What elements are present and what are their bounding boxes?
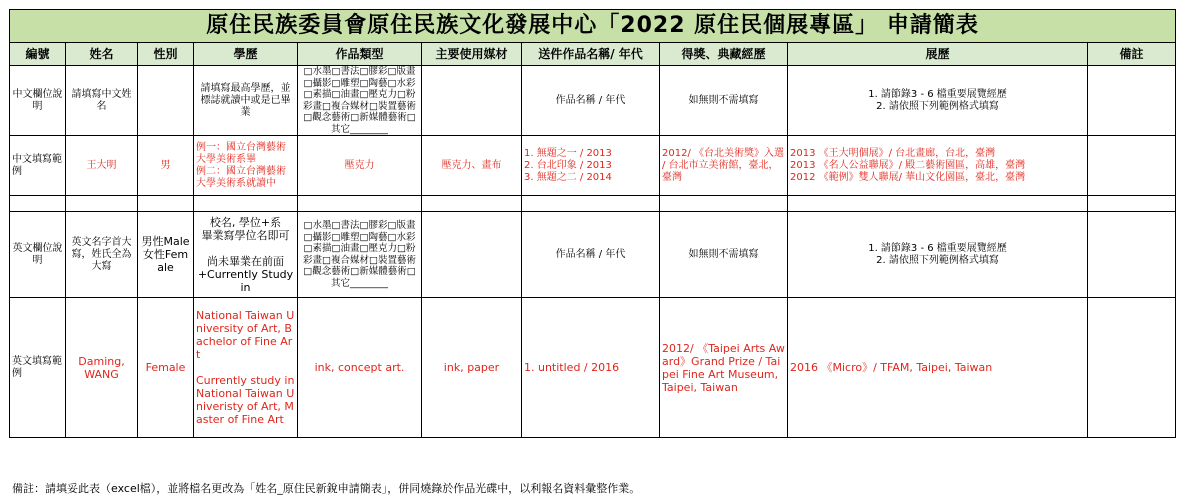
cell-education[interactable]: 請填寫最高學歷，並標誌就讀中或是已畢業 (194, 66, 298, 136)
exhibition-note-line: 2. 請依照下列範例格式填寫 (876, 100, 999, 112)
exhibition-line: 2013 《王大明個展》/ 台北畫廊，台北，臺灣 (790, 147, 996, 159)
education-line: Currently study in National Taiwan Univeristy of Art, Master of Fine Art (196, 374, 295, 426)
cell-media[interactable] (422, 66, 522, 136)
exhibition-note-line: 1. 請節錄3 - 6 檔重要展覽經歷 (868, 242, 1007, 254)
name-line: WANG (84, 367, 119, 381)
cell-name[interactable] (66, 298, 138, 438)
header-work-types: 作品類型 (298, 43, 422, 66)
education-line: 畢業寫學位名即可 (201, 228, 290, 242)
cell-gender[interactable]: 男 (138, 136, 194, 196)
header-id: 編號 (10, 43, 66, 66)
exhibition-line: 2013 《名人公益聯展》/ 殿二藝術園區，高雄，臺灣 (790, 159, 1026, 171)
cell-exhibitions[interactable]: 2016 《Micro》/ TFAM, Taipei, Taiwan (788, 298, 1088, 438)
blank-cell[interactable] (138, 196, 194, 212)
cell-gender[interactable] (138, 66, 194, 136)
cell-remarks[interactable] (1088, 136, 1176, 196)
cell-remarks[interactable] (1088, 212, 1176, 298)
exhibition-note-line: 1. 請節錄3 - 6 檔重要展覽經歷 (868, 88, 1007, 100)
blank-cell[interactable] (298, 196, 422, 212)
education-spacer (196, 242, 295, 255)
header-works: 送件作品名稱/ 年代 (522, 43, 660, 66)
gender-line: 女性Female (142, 248, 189, 274)
cell-education[interactable] (194, 298, 298, 438)
header-awards: 得獎、典藏經歷 (660, 43, 788, 66)
cell-gender[interactable] (138, 212, 194, 298)
cell-work-types[interactable]: 壓克力 (298, 136, 422, 196)
cell-education[interactable] (194, 212, 298, 298)
application-table (9, 9, 1176, 438)
education-line: +Currently Study in (197, 267, 294, 294)
exhibition-note-line: 2. 請依照下列範例格式填寫 (876, 254, 999, 266)
row-en-example (10, 298, 1176, 438)
cell-works[interactable] (522, 136, 660, 196)
header-remarks: 備註 (1088, 43, 1176, 66)
cell-work-types[interactable]: □水墨□書法□膠彩□版畫□攝影□雕塑□陶藝□水彩□素描□油畫□壓克力□粉彩畫□複合媒材□裝置藝術□觀念藝術□新媒體藝術□其它________ (298, 212, 422, 298)
name-line: Daming, (78, 354, 125, 368)
cell-exhibitions[interactable] (788, 212, 1088, 298)
cell-awards[interactable]: 2012/ 《Taipei Arts Award》Grand Prize / Taipei Fine Art Museum, Taipei, Taiwan (660, 298, 788, 438)
cell-id[interactable]: 中文欄位說明 (10, 66, 66, 136)
education-line: 校名, 學位+系 (209, 215, 282, 229)
blank-cell[interactable] (660, 196, 788, 212)
work-line: 2. 台北印象 / 2013 (524, 159, 612, 171)
cell-id[interactable]: 中文填寫範例 (10, 136, 66, 196)
cell-works[interactable]: 1. untitled / 2016 (522, 298, 660, 438)
form-title: 原住民族委員會原住民族文化發展中心「2022 原住民個展專區」 申請簡表 (10, 10, 1176, 43)
gender-line: 男性Male (141, 235, 190, 248)
education-line: 尚未畢業在前面 (207, 254, 284, 268)
work-line: 1. 無題之一 / 2013 (524, 147, 612, 159)
footer-note: 備註：請填妥此表（excel檔），並將檔名更改為「姓名_原住民新銳申請簡表」，併同燒錄於作品光碟中，以利報名資料彙整作業。 (12, 482, 641, 495)
cell-media[interactable]: 壓克力、畫布 (422, 136, 522, 196)
cell-gender[interactable]: Female (138, 298, 194, 438)
education-line: 例二：國立台灣藝術大學美術系就讀中 (196, 165, 286, 189)
blank-cell[interactable] (422, 196, 522, 212)
cell-exhibitions[interactable] (788, 136, 1088, 196)
education-spacer (196, 361, 295, 374)
blank-cell[interactable] (194, 196, 298, 212)
cell-work-types[interactable]: □水墨□書法□膠彩□版畫□攝影□雕塑□陶藝□水彩□素描□油畫□壓克力□粉彩畫□複合媒材□裝置藝術□觀念藝術□新媒體藝術□其它________ (298, 66, 422, 136)
header-exhibitions: 展歷 (788, 43, 1088, 66)
blank-cell[interactable] (1088, 196, 1176, 212)
cell-works[interactable]: 作品名稱 / 年代 (522, 66, 660, 136)
cell-awards[interactable]: 如無則不需填寫 (660, 66, 788, 136)
row-en-note (10, 212, 1176, 298)
row-zh-example (10, 136, 1176, 196)
cell-remarks[interactable] (1088, 298, 1176, 438)
cell-remarks[interactable] (1088, 66, 1176, 136)
cell-name[interactable]: 王大明 (66, 136, 138, 196)
header-education: 學歷 (194, 43, 298, 66)
cell-works[interactable]: 作品名稱 / 年代 (522, 212, 660, 298)
row-blank (10, 196, 1176, 212)
blank-cell[interactable] (10, 196, 66, 212)
blank-cell[interactable] (788, 196, 1088, 212)
header-name: 姓名 (66, 43, 138, 66)
cell-awards[interactable]: 如無則不需填寫 (660, 212, 788, 298)
blank-cell[interactable] (522, 196, 660, 212)
cell-work-types[interactable]: ink, concept art. (298, 298, 422, 438)
row-zh-note (10, 66, 1176, 136)
cell-id[interactable]: 英文填寫範例 (10, 298, 66, 438)
cell-education[interactable] (194, 136, 298, 196)
blank-cell[interactable] (66, 196, 138, 212)
cell-id[interactable]: 英文欄位說明 (10, 212, 66, 298)
work-line: 3. 無題之二 / 2014 (524, 171, 612, 183)
cell-media[interactable] (422, 212, 522, 298)
cell-media[interactable]: ink, paper (422, 298, 522, 438)
cell-name[interactable]: 英文名字首大寫，姓氏全為大寫 (66, 212, 138, 298)
header-media: 主要使用媒材 (422, 43, 522, 66)
cell-awards[interactable]: 2012/ 《台北美術獎》入選 / 台北市立美術館，臺北，臺灣 (660, 136, 788, 196)
header-row (10, 43, 1176, 66)
education-line: 例一：國立台灣藝術大學美術系畢 (196, 141, 286, 165)
cell-name[interactable]: 請填寫中文姓名 (66, 66, 138, 136)
application-form-sheet (9, 9, 1175, 438)
education-line: National Taiwan University of Art, Bachelor of Fine Art (196, 309, 295, 361)
exhibition-line: 2012 《範例》雙人聯展/ 華山文化園區，臺北，臺灣 (790, 171, 1026, 183)
header-gender: 性別 (138, 43, 194, 66)
cell-exhibitions[interactable] (788, 66, 1088, 136)
